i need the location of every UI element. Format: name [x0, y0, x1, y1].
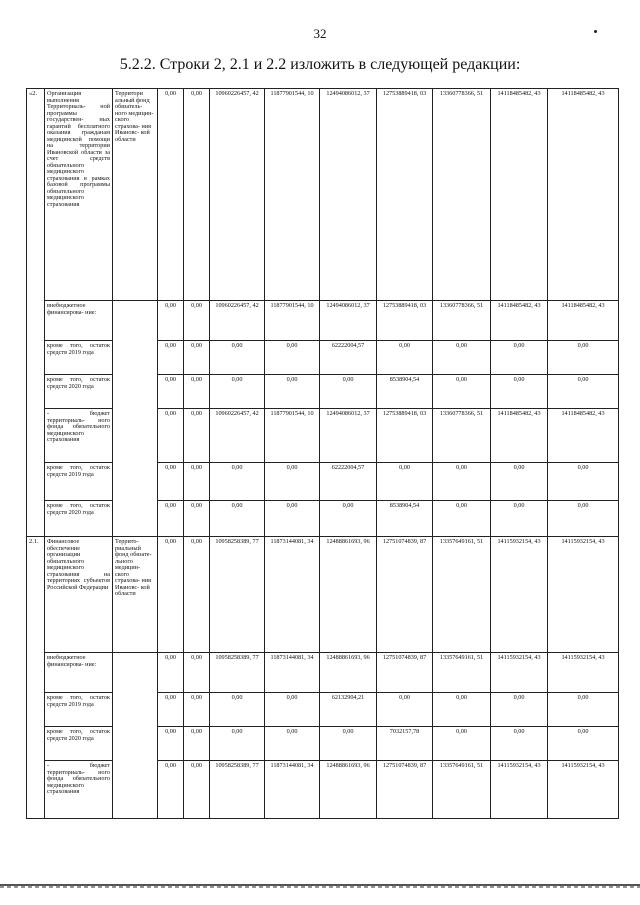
value-cell: 14115932154, 43 — [548, 653, 619, 693]
value-cell: 0,00 — [433, 341, 491, 375]
value-cell: 11873144081, 34 — [265, 537, 320, 653]
value-cell: 0,00 — [265, 693, 320, 727]
value-cell: 0,00 — [265, 727, 320, 761]
value-cell: 0,00 — [491, 463, 548, 501]
executor-cell — [113, 693, 158, 727]
value-cell: 0,00 — [320, 727, 377, 761]
table-row — [27, 727, 619, 761]
executor-cell — [113, 653, 158, 693]
value-cell: 14118485482, 43 — [491, 409, 548, 463]
value-cell: 62222004,57 — [320, 463, 377, 501]
value-cell: 14115932154, 43 — [491, 653, 548, 693]
value-cell: 0,00 — [210, 727, 265, 761]
executor-cell: Территори альный фонд обязатель- ного медицин- ского страхова- ния Ивановс- кой области — [113, 89, 158, 301]
row-number-cell: 2.1. — [27, 537, 45, 819]
value-cell: 0,00 — [158, 537, 184, 653]
value-cell: 12753889418, 03 — [377, 89, 433, 301]
value-cell: 14115932154, 43 — [548, 761, 619, 819]
value-cell: 0,00 — [210, 693, 265, 727]
value-cell: 13360778366, 51 — [433, 409, 491, 463]
value-cell: 0,00 — [433, 375, 491, 409]
value-cell: 11877901544, 10 — [265, 89, 320, 301]
value-cell: 12494086012, 37 — [320, 89, 377, 301]
value-cell: 0,00 — [158, 761, 184, 819]
value-cell: 0,00 — [433, 727, 491, 761]
value-cell: 13357649161, 51 — [433, 761, 491, 819]
value-cell: 12488861693, 96 — [320, 537, 377, 653]
value-cell: 10958258389, 77 — [210, 537, 265, 653]
value-cell: 0,00 — [433, 501, 491, 537]
value-cell: 12751074839, 87 — [377, 653, 433, 693]
value-cell: 14118485482, 43 — [548, 301, 619, 341]
value-cell: 0,00 — [491, 501, 548, 537]
table-row — [27, 653, 619, 693]
executor-cell — [113, 463, 158, 501]
value-cell: 0,00 — [491, 341, 548, 375]
table-row — [27, 693, 619, 727]
value-cell: 12751074839, 87 — [377, 761, 433, 819]
table-row — [27, 341, 619, 375]
value-cell: 10958258389, 77 — [210, 653, 265, 693]
value-cell: 0,00 — [265, 463, 320, 501]
value-cell: 0,00 — [265, 375, 320, 409]
value-cell: 0,00 — [377, 693, 433, 727]
value-cell: 0,00 — [184, 761, 210, 819]
row-name-cell: кроме того, остаток средств 2019 года — [45, 693, 113, 727]
budget-table — [26, 88, 619, 819]
value-cell: 0,00 — [184, 375, 210, 409]
row-name-cell: - бюджет территориаль- ного фонда обязательного медицинского страхования — [45, 409, 113, 463]
value-cell: 0,00 — [158, 375, 184, 409]
value-cell: 0,00 — [548, 463, 619, 501]
bottom-noise — [0, 886, 640, 888]
executor-cell — [113, 301, 158, 341]
value-cell: 8538904,54 — [377, 501, 433, 537]
value-cell: 0,00 — [548, 341, 619, 375]
value-cell: 14118485482, 43 — [491, 89, 548, 301]
value-cell: 0,00 — [433, 693, 491, 727]
executor-cell — [113, 341, 158, 375]
value-cell: 10960226457, 42 — [210, 409, 265, 463]
value-cell: 0,00 — [377, 341, 433, 375]
value-cell: 0,00 — [184, 463, 210, 501]
value-cell: 0,00 — [210, 501, 265, 537]
row-name-cell: - бюджет территориаль- ного фонда обязательного медицинского страхования — [45, 761, 113, 819]
table-row — [27, 761, 619, 819]
value-cell: 0,00 — [377, 463, 433, 501]
value-cell: 0,00 — [210, 463, 265, 501]
row-name-cell: кроме того, остаток средств 2019 года — [45, 341, 113, 375]
value-cell: 0,00 — [158, 693, 184, 727]
table-row — [27, 89, 619, 301]
value-cell: 0,00 — [158, 727, 184, 761]
executor-cell — [113, 727, 158, 761]
value-cell: 14115932154, 43 — [548, 537, 619, 653]
value-cell: 12494086012, 37 — [320, 301, 377, 341]
value-cell: 12751074839, 87 — [377, 537, 433, 653]
value-cell: 12494086012, 37 — [320, 409, 377, 463]
value-cell: 0,00 — [184, 537, 210, 653]
value-cell: 13360778366, 51 — [433, 301, 491, 341]
value-cell: 0,00 — [158, 501, 184, 537]
page-dot — [594, 30, 597, 33]
row-number-cell: «2. — [27, 89, 45, 537]
value-cell: 0,00 — [158, 89, 184, 301]
table-row — [27, 537, 619, 653]
value-cell: 12488861693, 96 — [320, 653, 377, 693]
value-cell: 0,00 — [210, 375, 265, 409]
value-cell: 0,00 — [184, 301, 210, 341]
value-cell: 0,00 — [265, 501, 320, 537]
table-row — [27, 409, 619, 463]
value-cell: 0,00 — [320, 375, 377, 409]
value-cell: 62222004,57 — [320, 341, 377, 375]
value-cell: 7032157,78 — [377, 727, 433, 761]
value-cell: 0,00 — [158, 463, 184, 501]
executor-cell: Террито- риальный фонд обязате- льного медицин- ского страхова- ния Ивановс- кой области — [113, 537, 158, 653]
value-cell: 13357649161, 51 — [433, 653, 491, 693]
value-cell: 13357649161, 51 — [433, 537, 491, 653]
value-cell: 0,00 — [320, 501, 377, 537]
section-heading: 5.2.2. Строки 2, 2.1 и 2.2 изложить в следующей редакции: — [119, 56, 521, 73]
row-name-cell: Организация выполнения Территориаль- ной программы государствен- ных гарантий бесплатного оказания гражданам медицинской помощи на территории Ивановской области за счет средств обязательного медицинского страхования в рамках базовой программы обязательного медицинского страхования — [45, 89, 113, 301]
value-cell: 11877901544, 10 — [265, 301, 320, 341]
value-cell: 0,00 — [158, 301, 184, 341]
value-cell: 12753889418, 03 — [377, 301, 433, 341]
value-cell: 0,00 — [491, 727, 548, 761]
executor-cell — [113, 409, 158, 463]
value-cell: 0,00 — [184, 727, 210, 761]
value-cell: 14118485482, 43 — [548, 409, 619, 463]
row-name-cell: кроме того, остаток средств 2020 года — [45, 727, 113, 761]
value-cell: 0,00 — [184, 341, 210, 375]
value-cell: 0,00 — [548, 693, 619, 727]
value-cell: 11873144081, 34 — [265, 761, 320, 819]
row-name-cell: кроме того, остаток средств 2020 года — [45, 501, 113, 537]
value-cell: 14115932154, 43 — [491, 537, 548, 653]
value-cell: 0,00 — [184, 693, 210, 727]
executor-cell — [113, 375, 158, 409]
value-cell: 8538904,54 — [377, 375, 433, 409]
table-row — [27, 301, 619, 341]
value-cell: 13360778366, 51 — [433, 89, 491, 301]
table-row — [27, 501, 619, 537]
value-cell: 12488861693, 96 — [320, 761, 377, 819]
value-cell: 0,00 — [158, 341, 184, 375]
value-cell: 14118485482, 43 — [491, 301, 548, 341]
value-cell: 0,00 — [548, 501, 619, 537]
row-name-cell: кроме того, остаток средств 2019 года — [45, 463, 113, 501]
row-name-cell: кроме того, остаток средств 2020 года — [45, 375, 113, 409]
value-cell: 0,00 — [184, 89, 210, 301]
value-cell: 62132904,21 — [320, 693, 377, 727]
value-cell: 11877901544, 10 — [265, 409, 320, 463]
value-cell: 10960226457, 42 — [210, 301, 265, 341]
page-number: 32 — [313, 26, 327, 41]
value-cell: 0,00 — [491, 375, 548, 409]
value-cell: 0,00 — [158, 409, 184, 463]
value-cell: 12753889418, 03 — [377, 409, 433, 463]
value-cell: 0,00 — [548, 375, 619, 409]
table-row — [27, 463, 619, 501]
value-cell: 0,00 — [491, 693, 548, 727]
value-cell: 0,00 — [184, 501, 210, 537]
value-cell: 11873144081, 34 — [265, 653, 320, 693]
value-cell: 0,00 — [184, 409, 210, 463]
row-name-cell: внебюджетное финансирова- ние: — [45, 653, 113, 693]
table-row — [27, 375, 619, 409]
value-cell: 10960226457, 42 — [210, 89, 265, 301]
row-name-cell: Финансовое обеспечение организации обязательного медицинского страхования на территориях субъектов Российской Федерации — [45, 537, 113, 653]
value-cell: 0,00 — [184, 653, 210, 693]
executor-cell — [113, 761, 158, 819]
row-name-cell: внебюджетное финансирова- ние: — [45, 301, 113, 341]
executor-cell — [113, 501, 158, 537]
value-cell: 0,00 — [210, 341, 265, 375]
value-cell: 0,00 — [265, 341, 320, 375]
value-cell: 14118485482, 43 — [548, 89, 619, 301]
value-cell: 14115932154, 43 — [491, 761, 548, 819]
value-cell: 0,00 — [548, 727, 619, 761]
value-cell: 0,00 — [433, 463, 491, 501]
value-cell: 10958258389, 77 — [210, 761, 265, 819]
value-cell: 0,00 — [158, 653, 184, 693]
